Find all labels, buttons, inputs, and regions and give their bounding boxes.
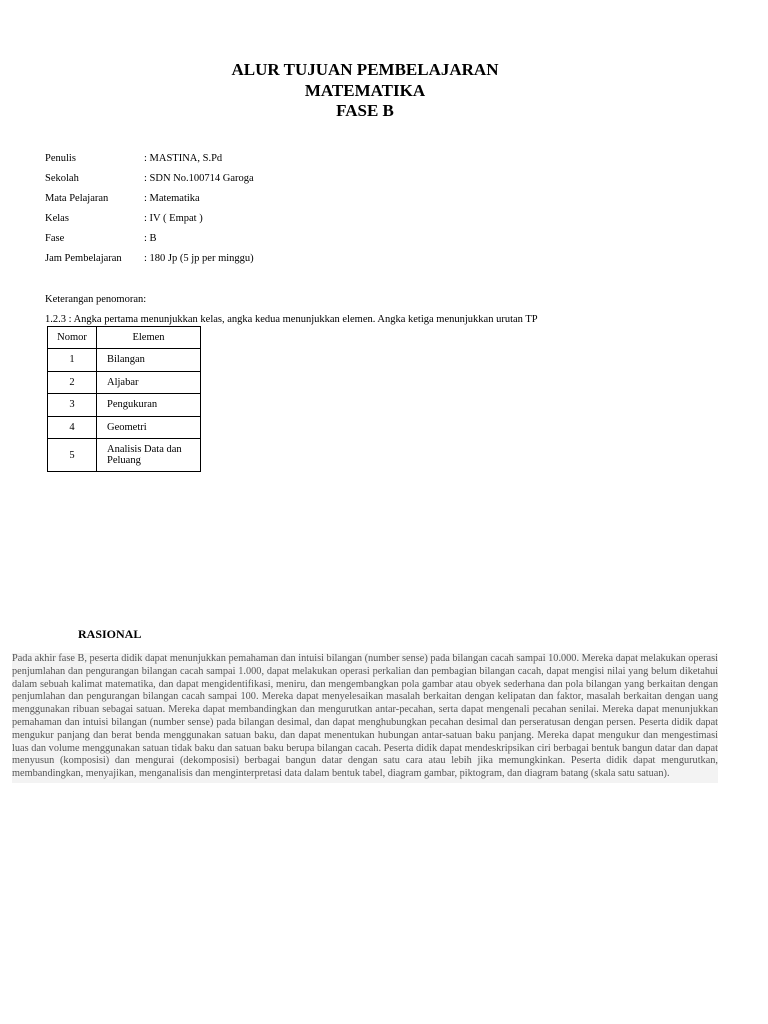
element-table <box>47 326 201 472</box>
info-row-sekolah <box>45 172 254 192</box>
cell-elemen: Geometri <box>97 416 201 439</box>
title-line-3: FASE B <box>336 101 394 120</box>
info-value: : B <box>144 233 157 244</box>
cell-nomor: 5 <box>48 439 97 472</box>
cell-elemen: Analisis Data dan Peluang <box>97 439 201 472</box>
info-value: : SDN No.100714 Garoga <box>144 173 254 184</box>
cell-elemen: Bilangan <box>97 349 201 372</box>
rasional-heading: RASIONAL <box>78 627 142 641</box>
table-row <box>48 439 201 472</box>
info-label: Mata Pelajaran <box>45 193 109 204</box>
title-line-1: ALUR TUJUAN PEMBELAJARAN <box>231 60 499 79</box>
cell-nomor: 1 <box>48 349 97 372</box>
info-row-jam-pembelajaran <box>45 252 254 272</box>
table-header-row <box>48 327 201 349</box>
numbering-note-heading: Keterangan penomoran: <box>45 294 147 305</box>
document-title <box>0 60 730 122</box>
info-value: : 180 Jp (5 jp per minggu) <box>144 253 254 264</box>
cell-elemen: Pengukuran <box>97 394 201 417</box>
info-row-mata-pelajaran <box>45 192 254 212</box>
info-label: Penulis <box>45 153 76 164</box>
table-row <box>48 416 201 439</box>
info-label: Sekolah <box>45 173 79 184</box>
title-line-2: MATEMATIKA <box>304 80 426 100</box>
cell-nomor: 3 <box>48 394 97 417</box>
header-elemen: Elemen <box>97 327 201 349</box>
info-row-penulis <box>45 152 254 172</box>
info-row-kelas <box>45 212 254 232</box>
info-value: : Matematika <box>144 193 200 204</box>
cell-nomor: 4 <box>48 416 97 439</box>
identity-info <box>45 152 254 272</box>
table-row <box>48 371 201 394</box>
rasional-paragraph: Pada akhir fase B, peserta didik dapat menunjukkan pemahaman dan intuisi bilangan (number sense) pada bilangan cacah sampai 10.000. Mereka dapat melakukan operasi penjumlahan dan pengurangan bilangan cacah sampai 1.000, dapat melakukan operasi perkalian dan pembagian bilangan cacah, dapat mengisi nilai yang belum diketahui dalam sebuah kalimat matematika, dan dapat mengidentifikasi, meniru, dan mengembangkan pola gambar atau obyek sederhana dan pola bilangan yang berkaitan dengan penjumlahan dan pengurangan bilangan cacah sampai 100. Mereka dapat menyelesaikan masalah berkaitan dengan kelipatan dan faktor, masalah berkaitan dengan uang menggunakan ribuan sebagai satuan. Mereka dapat membandingkan dan mengurutkan antar-pecahan, serta dapat mengenali pecahan senilai. Mereka dapat menunjukkan pemahaman dan intuisi bilangan (number sense) pada bilangan desimal, dan dapat menghubungkan pecahan desimal dan perseratusan dengan persen. Peserta didik dapat mengukur panjang dan berat benda menggunakan satuan baku, dan dapat menentukan hubungan antar-satuan baku panjang. Mereka dapat mengukur dan mengestimasi luas dan volume menggunakan satuan tidak baku dan satuan baku berupa bilangan cacah. Peserta didik dapat mendeskripsikan ciri berbagai bentuk bangun datar dan dapat menyusun (komposisi) dan mengurai (dekomposisi) berbagai bangun datar dengan satu cara atau lebih jika memungkinkan. Peserta didik dapat mengurutkan, membandingkan, menyajikan, menganalisis dan menginterpretasi data dalam bentuk tabel, diagram gambar, piktogram, dan diagram batang (skala satu satuan). <box>12 653 718 783</box>
numbering-note-description: 1.2.3 : Angka pertama menunjukkan kelas, angka kedua menunjukkan elemen. Angka ketiga menunjukkan urutan TP <box>45 314 538 325</box>
table-row <box>48 394 201 417</box>
cell-elemen: Aljabar <box>97 371 201 394</box>
info-value: : IV ( Empat ) <box>144 213 203 224</box>
info-value: : MASTINA, S.Pd <box>144 153 223 164</box>
info-label: Kelas <box>45 213 69 224</box>
header-nomor: Nomor <box>48 327 97 349</box>
info-label: Jam Pembelajaran <box>45 253 122 264</box>
info-label: Fase <box>45 233 65 244</box>
table-row <box>48 349 201 372</box>
info-row-fase <box>45 232 254 252</box>
cell-nomor: 2 <box>48 371 97 394</box>
